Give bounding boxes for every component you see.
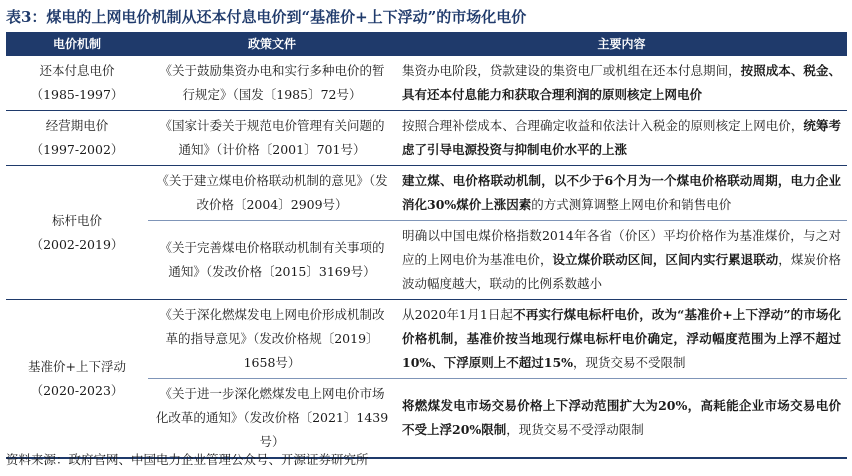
content-cell: [396, 379, 847, 459]
content-emphasis: 建立煤、电价格联动机制，以不少于6个月为一个煤电价格联动周期，电力企业消化30%煤价上涨因素: [402, 173, 841, 212]
mechanism-name: 基准价+上下浮动: [28, 358, 126, 374]
table-row: [6, 166, 847, 221]
content-text: 按照合理补偿成本、合理确定收益和依法计入税金的原则核定上网电价，: [402, 118, 804, 133]
content-cell: [396, 221, 847, 300]
header-main-content: 主要内容: [396, 32, 847, 56]
content-text: 集资办电阶段，贷款建设的集资电厂或机组在还本付息期间，: [402, 63, 741, 78]
mechanism-name: 还本付息电价: [39, 63, 115, 78]
content-text: 明确以中国电煤价格指数2014年各省（价区）平均价格作为基准煤价，与之对应的上网电价为基准电价，: [402, 228, 841, 267]
source-note: 资料来源：政府官网、中国电力企业管理公众号、开源证券研究所: [6, 452, 369, 467]
content-text: 从2020年1月1日起: [402, 307, 514, 322]
table-row: [6, 111, 847, 166]
mechanism-period: （1997-2002）: [30, 142, 124, 157]
content-cell: [396, 166, 847, 221]
mechanism-period: （2020-2023）: [30, 382, 124, 398]
content-cell: [396, 300, 847, 379]
policy-table: [6, 32, 847, 459]
policy-document-cell: 《关于深化燃煤发电上网电价形成机制改革的指导意见》（发改价格规〔2019〕1658号）: [148, 300, 396, 379]
policy-document-cell: 《关于进一步深化燃煤发电上网电价市场化改革的通知》（发改价格〔2021〕1439号）: [148, 379, 396, 459]
policy-document-cell: 《关于完善煤电价格联动机制有关事项的通知》（发改价格〔2015〕3169号）: [148, 221, 396, 300]
table-row: [6, 300, 847, 379]
content-emphasis: 按照成本、税金、具有还本付息能力和获取合理利润的原则核定上网电价: [402, 63, 841, 102]
mechanism-cell: [6, 300, 148, 459]
mechanism-name: 标杆电价: [51, 212, 102, 228]
content-text: ，煤炭价格波动幅度越大，联动的比例系数越小: [402, 252, 841, 291]
mechanism-period: （2002-2019）: [30, 236, 124, 252]
content-emphasis: 将燃煤发电市场交易价格上下浮动范围扩大为20%，高耗能企业市场交易电价不受上浮20%限制: [402, 398, 841, 437]
mechanism-period: （1985-1997）: [30, 87, 124, 102]
header-policy-document: 政策文件: [148, 32, 396, 56]
content-text: ，现货交易不受限制: [573, 355, 686, 370]
header-mechanism: 电价机制: [6, 32, 148, 56]
content-emphasis: 统筹考虑了引导电源投资与抑制电价水平的上涨: [402, 118, 841, 157]
content-cell: [396, 56, 847, 111]
table-header-row: [6, 32, 847, 56]
content-emphasis: 设立煤价联动区间，区间内实行累退联动: [552, 252, 779, 267]
mechanism-cell: [6, 56, 148, 111]
content-text: ，现货交易不受浮动限制: [506, 422, 644, 437]
policy-document-cell: 《关于建立煤电价格联动机制的意见》（发改价格〔2004〕2909号）: [148, 166, 396, 221]
table-row: [6, 56, 847, 111]
mechanism-cell: [6, 166, 148, 300]
policy-document-cell: 《国家计委关于规范电价管理有关问题的通知》（计价格〔2001〕701号）: [148, 111, 396, 166]
content-cell: [396, 111, 847, 166]
table-title: 表3：煤电的上网电价机制从还本付息电价到“基准价+上下浮动”的市场化电价: [6, 8, 527, 26]
mechanism-name: 经营期电价: [45, 118, 109, 133]
content-emphasis: 不再实行煤电标杆电价，改为“基准价+上下浮动”的市场化价格机制，基准价按当地现行煤电标杆电价确定，浮动幅度范围为上浮不超过10%、下浮原则上不超过15%: [402, 307, 841, 370]
content-text: 的方式测算调整上网电价和销售电价: [531, 197, 732, 212]
policy-document-cell: 《关于鼓励集资办电和实行多种电价的暂行规定》（国发〔1985〕72号）: [148, 56, 396, 111]
mechanism-cell: [6, 111, 148, 166]
